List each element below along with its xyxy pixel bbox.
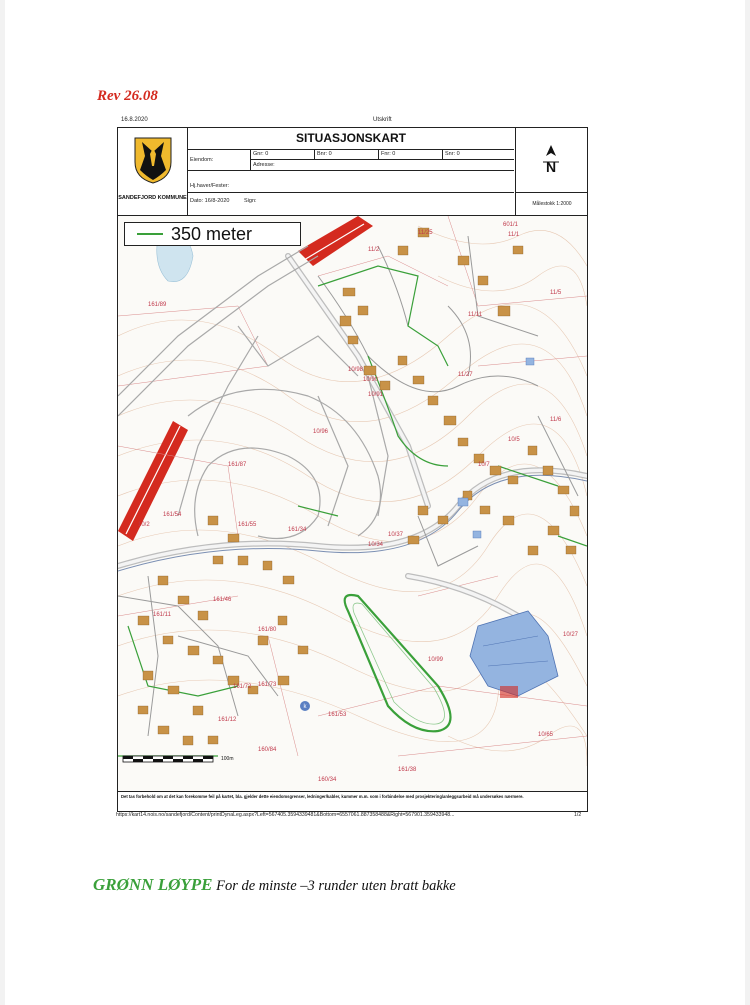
parcel-label: 161/73	[258, 682, 277, 688]
parcel-label: 11/6	[550, 417, 562, 423]
route-description: For de minste –3 runder uten bratt bakke	[216, 878, 456, 894]
parcel-label: 161/46	[213, 597, 232, 603]
route-name: GRØNN LØYPE	[93, 875, 213, 894]
kommune-shield-icon	[134, 136, 172, 184]
north-cell	[515, 128, 588, 192]
parcel-label: 10/98	[348, 367, 364, 373]
parcel-label: 10/90	[363, 377, 379, 383]
parcel-label: 161/34	[288, 527, 307, 533]
logo-cell	[118, 128, 188, 215]
route-caption	[93, 875, 456, 895]
print-url: https://kart14.nois.no/sandefjord/Content/printDynaLeg.aspx?Left=567405.3594339481&Bottom=6557061.887358488&Right=567901.359433948...	[116, 812, 455, 818]
parcel-label: 11/2	[368, 247, 380, 253]
parcel-label: 161/38	[398, 767, 417, 773]
parcel-label: 10/99	[428, 657, 444, 663]
map-disclaimer: Det tas forbehold om at det kan forekomme feil på kartet, bla. gjelder dette eiendomsgrenser, ledninger/kabler, kummer m.m. som i forbindelse med prosjektering/anleggsarbeid må undersøkes nærmere.	[118, 791, 587, 811]
adresse-cell: Adresse:	[250, 159, 514, 170]
parcel-label: 10/65	[538, 732, 554, 738]
print-label: Utskrift	[373, 117, 392, 123]
gnr-cell: Gnr: 0	[250, 149, 314, 159]
parcel-label: 161/89	[148, 302, 167, 308]
date-row	[188, 192, 514, 215]
dato-label: Dato: 16/8-2020	[190, 198, 230, 204]
parcel-label: 10/27	[563, 632, 579, 638]
scale-cell: Målestokk 1:2000	[515, 192, 588, 216]
legend-line-swatch	[137, 233, 163, 235]
hjemmelshaver-label: Hj.haver/Fester:	[190, 183, 230, 189]
snr-cell: Snr: 0	[442, 149, 514, 159]
parcel-label: 161/54	[163, 512, 182, 518]
kommune-name: SANDEFJORD KOMMUNE	[118, 195, 187, 201]
parcel-label: 161/12	[218, 717, 237, 723]
fnr-cell: Fnr: 0	[378, 149, 442, 159]
parcel-label: 160/34	[318, 777, 337, 783]
scalebar-label: 100m	[221, 756, 234, 762]
sign-label: Sign:	[244, 198, 257, 204]
legend-label: 350 meter	[171, 224, 253, 244]
eiendom-label: Eiendom:	[190, 157, 214, 163]
map-header	[118, 128, 587, 216]
print-date: 16.8.2020	[121, 117, 148, 123]
parcel-label: 10/91	[368, 392, 384, 398]
bnr-cell: Bnr: 0	[314, 149, 378, 159]
parcel-label: 161/53	[328, 712, 347, 718]
parcel-label: 10/7	[478, 462, 490, 468]
parcel-label: 161/72	[233, 684, 252, 690]
parcel-label: 601/1	[503, 222, 519, 228]
parcel-label: 10/96	[313, 429, 329, 435]
map-title: SITUASJONSKART	[188, 128, 514, 150]
parcel-label: 10/2	[138, 522, 150, 528]
parcel-label: 11/27	[458, 372, 473, 378]
parcel-label: 161/80	[258, 627, 277, 633]
map-sheet	[117, 127, 588, 812]
svg-text:k: k	[303, 704, 307, 710]
parcel-label: 10/34	[368, 542, 384, 548]
map-drawing	[118, 216, 587, 791]
parcel-label: 10/5	[508, 437, 520, 443]
parcel-label: 161/87	[228, 462, 247, 468]
map-legend	[124, 222, 301, 246]
north-arrow-icon	[540, 144, 562, 176]
map-area	[118, 216, 587, 791]
parcel-label: 161/55	[238, 522, 257, 528]
parcel-label: 160/84	[258, 747, 277, 753]
parcel-label: 11/1	[508, 232, 520, 238]
property-row	[188, 149, 514, 171]
parcel-label: 161/11	[153, 612, 171, 618]
north-label: N	[545, 159, 557, 175]
parcel-label: 11/25	[418, 230, 433, 236]
parcel-label: 11/5	[550, 290, 562, 296]
revision-label: Rev 26.08	[97, 88, 158, 104]
page-number: 1/2	[574, 812, 582, 818]
parcel-label: 10/37	[388, 532, 404, 538]
parcel-label: 11/11	[468, 312, 483, 318]
